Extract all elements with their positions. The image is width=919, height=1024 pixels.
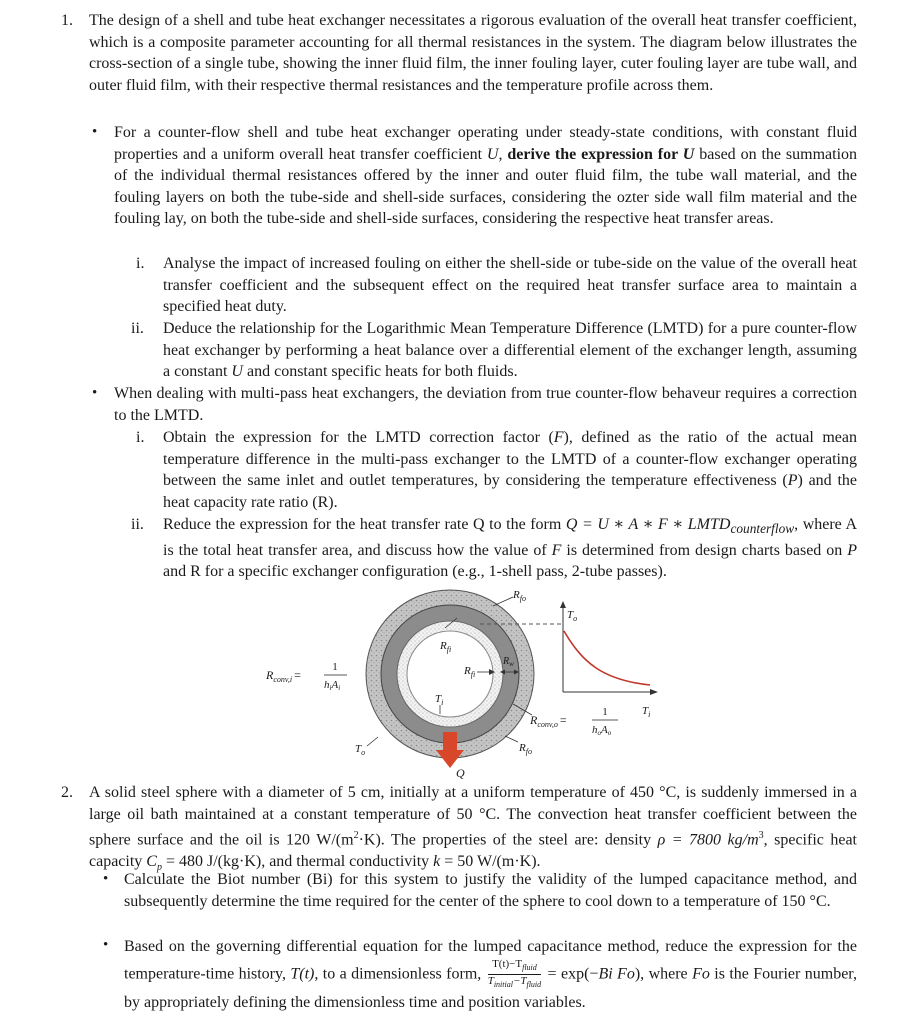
label-rconv-i: $R_{conv,i}$ = [266,668,301,684]
q1-bullet-1: For a counter-flow shell and tube heat exchanger operating under steady-state conditions, with constant fluid properties and a uniform overall heat transfer coefficient U, derive the expression for U based on the summation of the individual thermal resistances offered by the inner and outer fluid film, the tube wall material, and the fouling layers on both the tube-side and shell-side surfaces, considering the ozter side wall film material and the fouling lay, on both the tube-side and shell-side surfaces, considering the respective heat transfer areas. [114,124,858,228]
q1-b1-ii-marker: ii. [131,320,144,337]
dimensionless-fraction: $\frac{T(t)-T_{fluid}}{T_{initial}-T_{fluid}}$ [487,958,542,990]
q2-number: 2. [61,784,73,801]
q2-bullet-2: Based on the governing differential equation for the lumped capacitance method, reduce the expression for the temperature-time history, T(t), to a dimensionless form, $\frac{T(t)-T_{fluid}}{T_{initial}-T_{fluid}}$ = exp(−Bi Fo), where Fo is the Fourier number, by appropriately defining the dimensionless time and position variables. [124,938,857,1012]
formula: Q = U ∗ A ∗ F ∗ LMTD [565,516,731,533]
label-rw: $R_w$ [503,656,514,668]
q1-b2-ii-marker: ii. [131,516,144,533]
pointer-to-left [367,737,378,746]
inner-fluid [407,631,493,717]
label-rconv-o-den: hoAo [592,724,612,737]
axis-arrow-right [650,689,658,695]
q1-b1-i-marker: i. [136,255,145,272]
q1-b1-ii-text: Deduce the relationship for the Logarithmic Mean Temperature Difference (LMTD) for a pure counter-flow heat exchanger by performing a heat balance over a differential element of the exchanger length, assuming a constant U and constant specific heats for both fluids. [163,320,857,381]
bullet-dot: • [92,124,98,140]
label-to-right: $T_o$ [567,609,578,623]
temperature-profile-curve [564,631,650,685]
q2-intro: A solid steel sphere with a diameter of 5 cm, initially at a uniform temperature of 450 °C, is suddenly immersed in a large oil bath maintained at a constant temperature of 50 °C. The convection heat transfer coefficient between the sphere surface and the oil is 120 $W/(m^2\cdot K)$. The properties of the steel are: density ρ = 7800 $kg/m^3$, specific heat capacity $C_p = 480$ J/(kg·K), and thermal conductivity k = 50 W/(m·K). [89,784,858,874]
label-ti-inner: $T_i$ [435,693,444,707]
q1-intro: The design of a shell and tube heat exchanger necessitates a rigorous evaluation of the overall heat transfer coefficient, which is a composite parameter accounting for all thermal resistances in the system. The diagram below illustrates the cross-section of a single tube, showing the inner fluid film, the inner fouling layer, cuter fouling layer are tube wall, and outer fluid film, with their respective thermal resistances and the temperature profile across them. [89,12,857,94]
pointer-rfo-bottom [505,736,518,742]
bullet-dot: • [92,385,98,401]
tube-cross-section-diagram [250,584,680,784]
label-rfo-bottom: $R_{fo}$ [519,742,532,756]
label-rfi-lower: $R_{fi}$ [464,665,476,679]
q1-b2-i-text: Obtain the expression for the LMTD correction factor (F), defined as the ratio of the actual mean temperature difference in the multi-pass exchanger to the LMTD of a counter-flow exchanger operating between the same inlet and outlet temperatures, by considering the temperature effectiveness (P) and the heat capacity rate ratio (R). [163,429,857,511]
axis-arrow-up [560,601,566,608]
q1-b2-ii-text: Reduce the expression for the heat transfer rate Q to the form Q = U ∗ A ∗ F ∗ $LMTD_{counterflow}$, where A is the total heat transfer area, and discuss how the value of F is determined from design charts based on P and R for a specific exchanger configuration (e.g., 1-shell pass, 2-tube passes). [163,516,857,581]
label-rconv-o-num: 1 [602,706,608,718]
q1-b2-i-marker: i. [136,429,145,446]
bullet-dot: • [103,937,109,953]
label-rconv-i-num: 1 [332,661,338,673]
label-rfi-upper: $R_{fi}$ [440,640,452,654]
q1-b1-i-text: Analyse the impact of increased fouling on either the shell-side or tube-side on the value of the overall heat transfer coefficient and the subsequent effect on the required heat transfer surface area to maintain a specified heat duty. [163,255,857,316]
q1-bullet-2: When dealing with multi-pass heat exchangers, the deviation from true counter-flow behaveur requires a correction to the LMTD. [114,385,857,424]
q1-number: 1. [61,12,73,29]
label-to-left: $T_o$ [355,743,366,757]
label-ti-right: $T_i$ [642,705,651,719]
pointer-rfo-top [493,597,513,606]
label-rconv-i-den: hiAi [324,679,341,692]
label-q: Q [456,766,465,780]
label-rconv-o: $R_{conv,o}$ = [530,713,567,729]
label-rfo-top: $R_{fo}$ [513,589,526,603]
bullet-dot: • [103,871,109,887]
q2-bullet-1: Calculate the Biot number (Bi) for this system to justify the validity of the lumped capacitance method, and subsequently determine the time required for the center of the sphere to cool down to a temperature of 150 °C. [124,871,857,910]
